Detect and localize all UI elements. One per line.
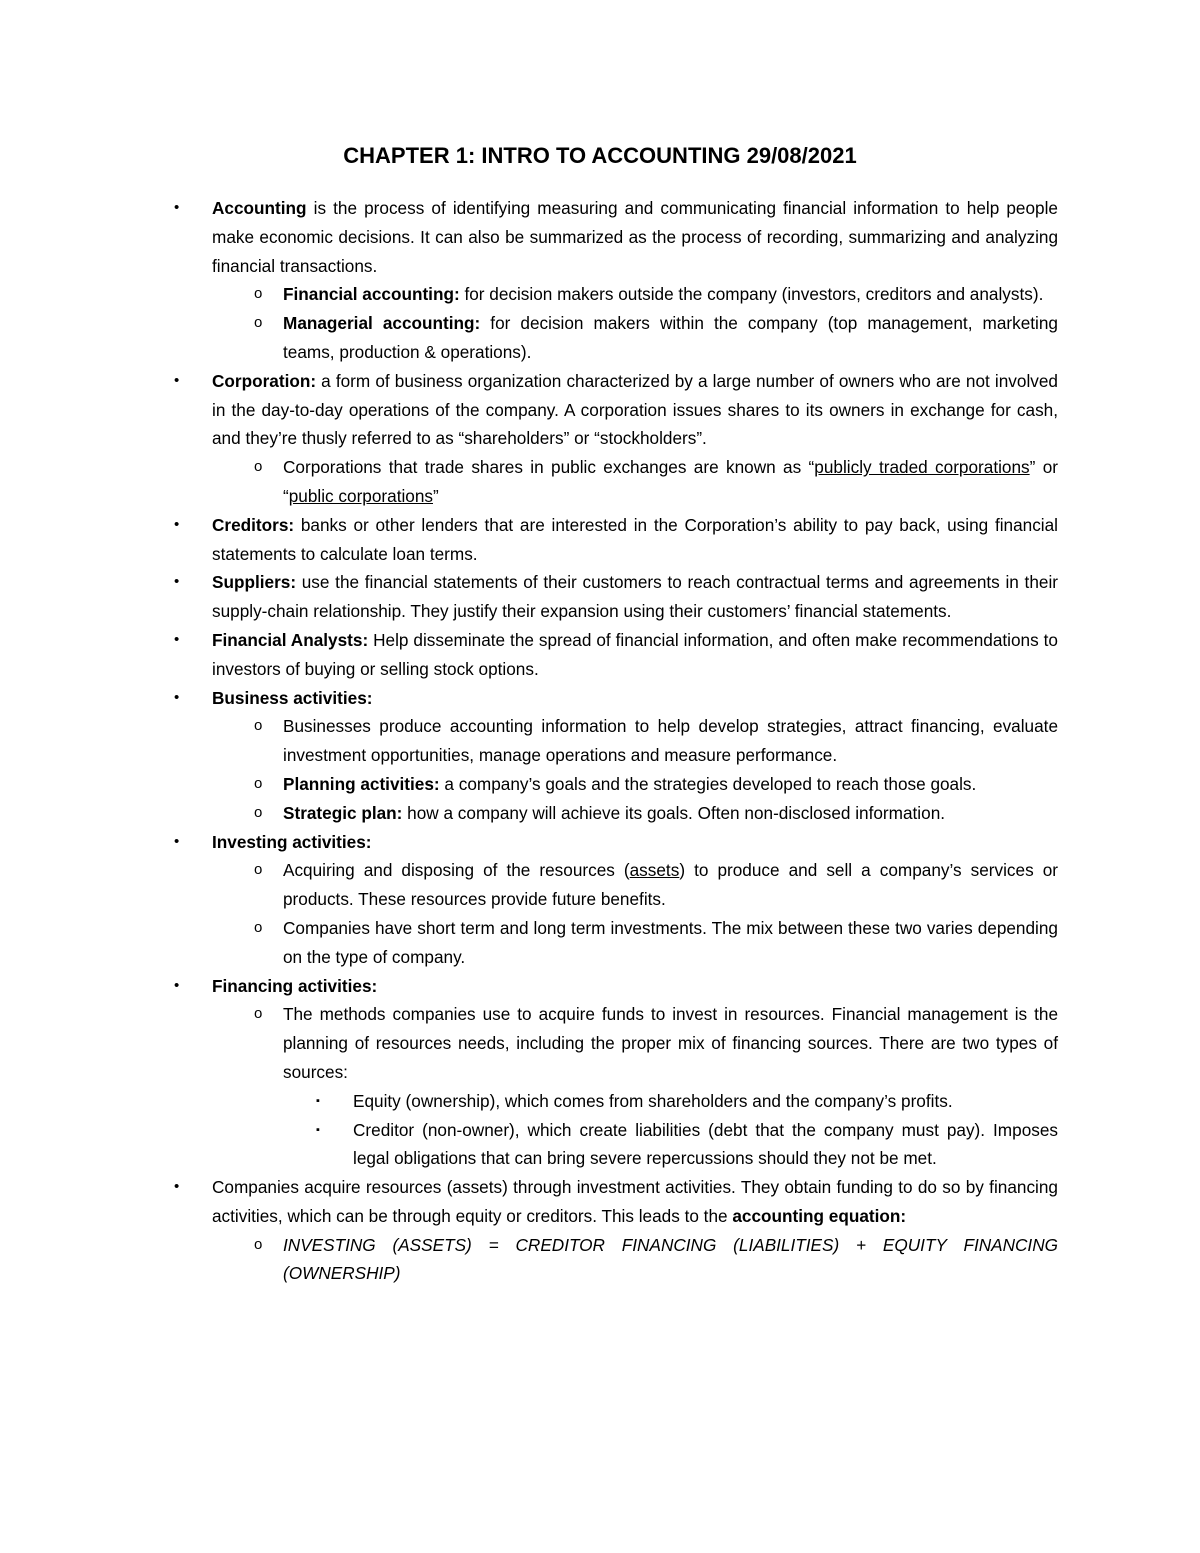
bullet-marker: • (174, 1178, 180, 1196)
bullet-marker: • (174, 832, 180, 850)
list-item: • Financing activities: (212, 972, 1058, 1001)
list-item: • Accounting is the process of identifying measuring and communicating financial information to help people make economic decisions. It can also be summarized as the process of recording, summarizing and analyzing financial transactions. (212, 194, 1058, 280)
bullet-marker: • (174, 976, 180, 994)
list-item: • Corporation: a form of business organization characterized by a large number of owners who are not involved in the day-to-day operations of the company. A corporation issues shares to its owners in exchange for cash, and they’re thusly referred to as “shareholders” or “stockholders”. (212, 367, 1058, 453)
sub-bullet-marker: o (254, 285, 263, 303)
bullet-list (174, 194, 1059, 1288)
list-item: ▪ Equity (ownership), which comes from shareholders and the company’s profits. (212, 1087, 1058, 1116)
list-item: o Companies have short term and long term investments. The mix between these two varies depending on the type of company. (212, 914, 1058, 972)
bullet-marker: • (174, 573, 180, 591)
list-item: ▪ Creditor (non-owner), which create liabilities (debt that the company must pay). Imposes legal obligations that can bring severe repercussions should they not be met. (212, 1116, 1058, 1174)
list-item: • Companies acquire resources (assets) through investment activities. They obtain funding to do so by financing activities, which can be through equity or creditors. This leads to the accounting equation: (212, 1173, 1058, 1231)
list-item: o Corporations that trade shares in public exchanges are known as “publicly traded corporations” or “public corporations” (212, 453, 1058, 511)
bullet-marker: • (174, 199, 180, 216)
sub-bullet-marker: o (254, 314, 263, 332)
sub-bullet-marker: o (254, 458, 263, 476)
bullet-marker: • (174, 515, 180, 533)
list-item: • Business activities: (212, 684, 1058, 713)
sub-bullet-marker: o (254, 717, 263, 735)
sub-bullet-marker: o (254, 861, 263, 879)
sub-bullet-marker: o (254, 803, 263, 821)
bullet-marker: • (174, 630, 180, 648)
square-bullet-marker: ▪ (316, 1123, 320, 1136)
list-item: o Businesses produce accounting information to help develop strategies, attract financing, evaluate investment opportunities, manage operations and measure performance. (212, 712, 1058, 770)
list-item: • Financial Analysts: Help disseminate the spread of financial information, and often make recommendations to investors of buying or selling stock options. (212, 626, 1058, 684)
list-item: o The methods companies use to acquire funds to invest in resources. Financial management is the planning of resources needs, including the proper mix of financing sources. There are two types of sources: (212, 1000, 1058, 1086)
list-item: o Planning activities: a company’s goals and the strategies developed to reach those goals. (212, 770, 1058, 799)
bullet-marker: • (174, 688, 180, 706)
list-item: • Investing activities: (212, 828, 1058, 857)
list-item: o Strategic plan: how a company will achieve its goals. Often non-disclosed information. (212, 799, 1058, 828)
list-item: o Financial accounting: for decision makers outside the company (investors, creditors and analysts). (212, 280, 1058, 309)
sub-bullet-marker: o (254, 774, 263, 792)
square-bullet-marker: ▪ (316, 1094, 320, 1107)
list-item: o Managerial accounting: for decision makers within the company (top management, marketing teams, production & operations). (212, 309, 1058, 367)
list-item: • Creditors: banks or other lenders that are interested in the Corporation’s ability to pay back, using financial statements to calculate loan terms. (212, 511, 1058, 569)
accounting-equation: o INVESTING (ASSETS) = CREDITOR FINANCING (LIABILITIES) + EQUITY FINANCING (OWNERSHIP) (212, 1231, 1058, 1289)
page-title: CHAPTER 1: INTRO TO ACCOUNTING 29/08/2021 (343, 143, 857, 168)
list-item: • Suppliers: use the financial statements of their customers to reach contractual terms and agreements in their supply-chain relationship. They justify their expansion using their customers’ financial statements. (212, 568, 1058, 626)
sub-bullet-marker: o (254, 1235, 263, 1253)
list-item: o Acquiring and disposing of the resources (assets) to produce and sell a company’s services or products. These resources provide future benefits. (212, 856, 1058, 914)
bullet-marker: • (174, 371, 180, 389)
sub-bullet-marker: o (254, 1005, 263, 1023)
sub-bullet-marker: o (254, 918, 263, 936)
